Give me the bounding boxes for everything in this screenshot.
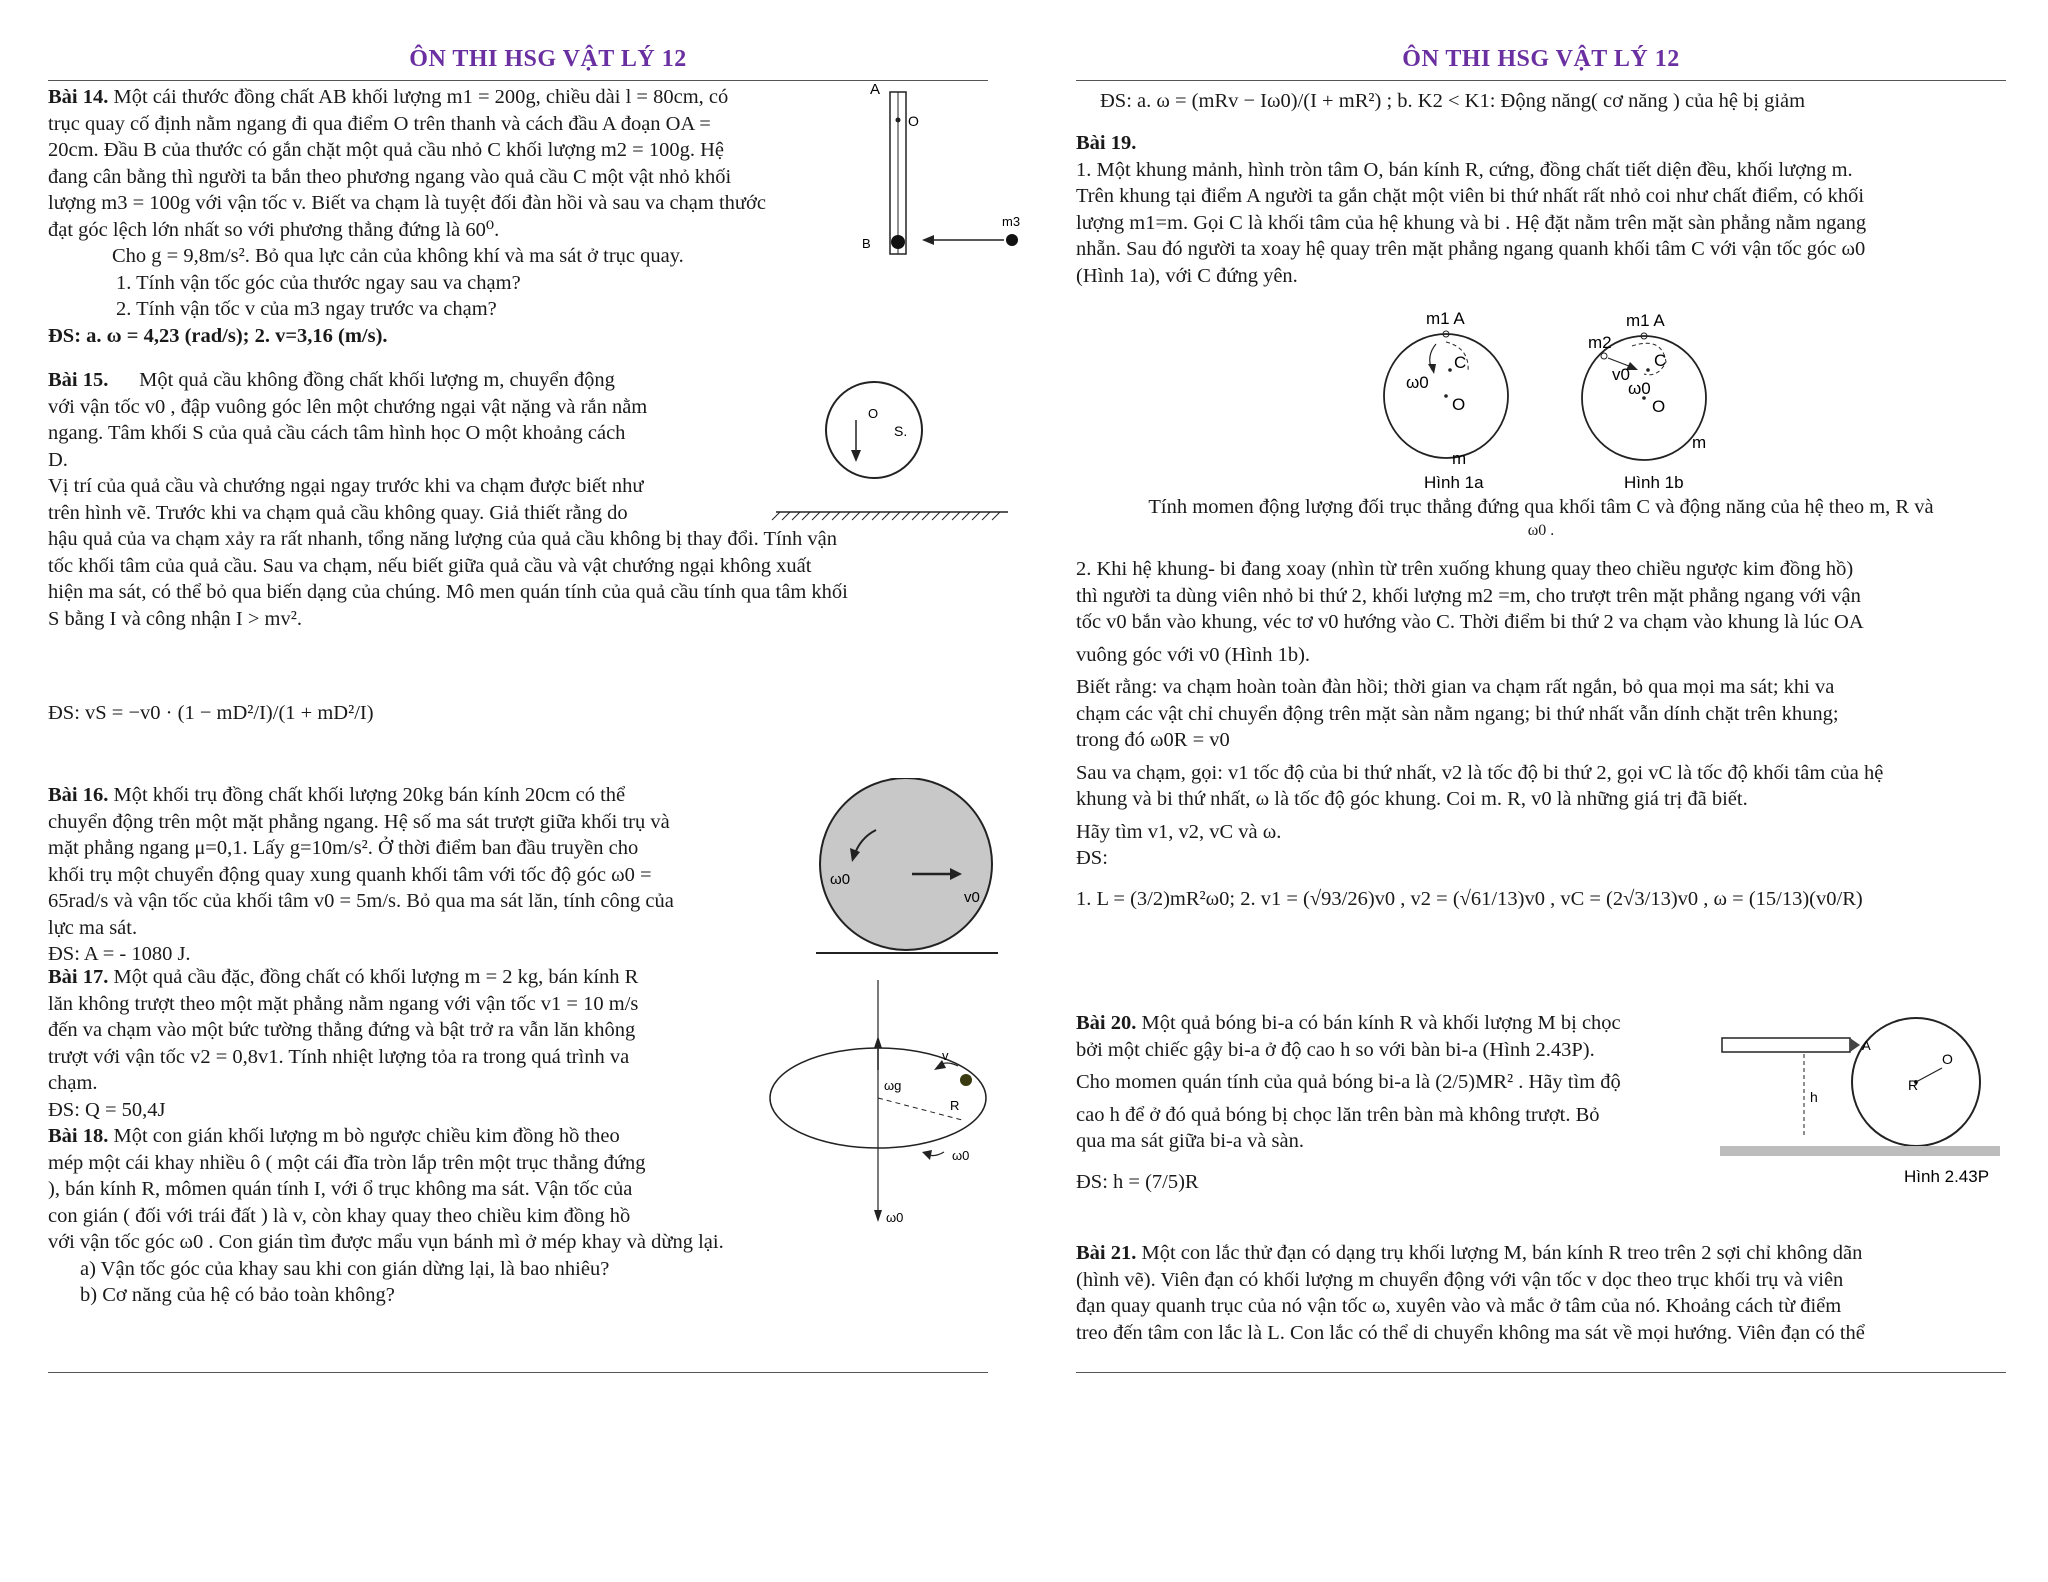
problem-text: Một con gián khối lượng m bò ngược chiều kim đồng hồ theo xyxy=(113,1125,620,1147)
problem-title: Bài 19. xyxy=(1076,132,1137,154)
label-m2: m2 xyxy=(1588,333,1612,352)
problem-line: Biết rằng: va chạm hoàn toàn đàn hồi; thời gian va chạm rất ngắn, bỏ qua mọi ma sát; khi va xyxy=(1076,676,1835,698)
label-omega0: ω0 xyxy=(952,1148,970,1163)
label-m1A: m1 A xyxy=(1426,309,1465,328)
problem-18-cont xyxy=(48,1229,988,1309)
problem-line: ĐS: xyxy=(1076,847,1108,869)
problem-line: với vận tốc góc ω0 . Con gián tìm được mẩu vụn bánh mì ở mép khay và dừng lại. xyxy=(48,1231,724,1253)
footer-rule xyxy=(1076,1372,2006,1373)
problem-line: Tính momen động lượng đối trục thẳng đứng qua khối tâm C và động năng của hệ theo m, R và xyxy=(1148,496,1934,518)
label-omega0: ω0 xyxy=(830,871,851,888)
problem-line: 20cm. Đầu B của thước có gắn chặt một quả cầu nhỏ C khối lượng m2 = 100g. Hệ xyxy=(48,139,725,161)
problem-line: khối trụ một chuyển động quay xung quanh khối tâm với tốc độ góc ω0 = xyxy=(48,863,652,886)
problem-line: qua ma sát giữa bi-a và sàn. xyxy=(1076,1130,1304,1152)
label-O: O xyxy=(868,406,879,421)
right-page xyxy=(1076,0,2048,1400)
label-omega0: ω0 xyxy=(1628,379,1651,398)
label-O: O xyxy=(1452,395,1466,414)
answer: ĐS: vS = −v0 · (1 − mD²/I)/(1 + mD²/I) xyxy=(48,702,374,724)
page-header: ÔN THI HSG VẬT LÝ 12 xyxy=(1402,46,1680,72)
problem-line: chạm các vật chỉ chuyển động trên mặt sàn nằm ngang; bi thứ nhất vẫn dính chặt trên khung; xyxy=(1076,702,1839,725)
problem-line: hiện ma sát, có thể bỏ qua biến dạng của chúng. Mô men quán tính của quả cầu tính qua tâm khối xyxy=(48,581,848,603)
problem-line: Cho g = 9,8m/s². Bỏ qua lực cản của không khí và ma sát ở trục quay. xyxy=(112,245,684,267)
header-rule xyxy=(1076,80,2006,81)
problem-19-part2 xyxy=(1076,556,2006,912)
label-O: O xyxy=(1652,397,1666,416)
problem-line: mép một cái khay nhiều ô ( một cái đĩa tròn lắp trên một trục thẳng đứng xyxy=(48,1151,646,1174)
label-m1A: m1 A xyxy=(1626,311,1665,330)
answer-18 xyxy=(1100,88,2000,115)
label-omega0: ω0 xyxy=(1406,373,1429,392)
figure-20 xyxy=(1720,1008,2000,1193)
answer: ĐS: a. ω = (mRv − Iω0)/(I + mR²) ; b. K2 < K1: Động năng( cơ năng ) của hệ bị giảm xyxy=(1100,90,1806,112)
problem-line: Sau va chạm, gọi: v1 tốc độ của bi thứ nhất, v2 là tốc độ bi thứ 2, gọi vC là tốc độ khối tâm của hệ xyxy=(1076,761,1884,784)
label-m: m xyxy=(1692,433,1707,452)
label-R: R xyxy=(950,1098,960,1113)
caption-2-43P: Hình 2.43P xyxy=(1904,1167,1990,1186)
problem-line: hậu quả của va chạm xảy ra rất nhanh, tổng năng lượng của quả cầu không bị thay đổi. Tính vận xyxy=(48,528,837,550)
problem-text: Một quả cầu không đồng chất khối lượng m, chuyển động xyxy=(139,369,615,391)
problem-title: Bài 21. xyxy=(1076,1242,1142,1264)
answer: ĐS: h = (7/5)R xyxy=(1076,1170,1199,1193)
problem-title: Bài 20. xyxy=(1076,1012,1142,1034)
label-O: O xyxy=(908,113,919,129)
caption-1b: Hình 1b xyxy=(1624,473,1684,492)
problem-line: D. xyxy=(48,448,68,471)
problem-title: Bài 18. xyxy=(48,1125,114,1147)
problem-line: tốc v0 bắn vào khung, véc tơ v0 hướng vào C. Thời điểm bi thứ 2 va chạm vào khung là lúc OA xyxy=(1076,611,1864,633)
problem-line: lực ma sát. xyxy=(48,916,138,939)
problem-line: chạm. xyxy=(48,1072,98,1094)
problem-line xyxy=(48,367,748,394)
label-m: m xyxy=(1452,449,1467,468)
problem-title: Bài 16. xyxy=(48,784,114,806)
label-C: C xyxy=(1654,351,1667,370)
problem-line: bởi một chiếc gậy bi-a ở độ cao h so với bàn bi-a (Hình 2.43P). xyxy=(1076,1038,1595,1061)
problem-21 xyxy=(1076,1240,2006,1346)
problem-14 xyxy=(48,84,848,349)
figure-19 xyxy=(1376,306,1756,503)
label-v0: v0 xyxy=(964,889,980,906)
problem-15-cont xyxy=(48,526,988,632)
problem-18 xyxy=(48,1123,748,1229)
page-header: ÔN THI HSG VẬT LÝ 12 xyxy=(409,46,687,72)
problem-line xyxy=(48,782,778,809)
problem-line: Cho momen quán tính của quả bóng bi-a là (2/5)MR² . Hãy tìm độ xyxy=(1076,1071,1621,1093)
label-A: A xyxy=(1862,1038,1871,1053)
problem-line xyxy=(48,1123,748,1150)
problem-line: ngang. Tâm khối S của quả cầu cách tâm hình học O một khoảng cách xyxy=(48,422,626,444)
footer-rule xyxy=(48,1372,988,1373)
problem-line: vuông góc với v0 (Hình 1b). xyxy=(1076,643,1311,666)
problem-line: ω0 . xyxy=(1527,521,1555,539)
problem-line: 65rad/s và vận tốc của khối tâm v0 = 5m/s. Bỏ qua ma sát lăn, tính công của xyxy=(48,890,674,912)
problem-16 xyxy=(48,782,778,968)
problem-17 xyxy=(48,964,748,1123)
label-v: v xyxy=(942,1048,949,1063)
problem-line: đạt góc lệch lớn nhất so với phương thẳng đứng là 60⁰. xyxy=(48,218,500,241)
problem-line: thì người ta dùng viên nhỏ bi thứ 2, khối lượng m2 =m, cho trượt trên mặt phẳng ngang với vận xyxy=(1076,584,1861,607)
figure-15 xyxy=(756,360,1016,535)
problem-text xyxy=(48,86,728,108)
problem-line: tốc khối tâm của quả cầu. Sau va chạm, nếu biết giữa quả cầu và vật chướng ngại không xuất xyxy=(48,554,812,577)
problem-text: Một con lắc thử đạn có dạng trụ khối lượng M, bán kính R treo trên 2 sợi chỉ không dãn xyxy=(1141,1242,1863,1264)
label-omega-g: ωg xyxy=(884,1078,902,1093)
problem-line: Vị trí của quả cầu và chướng ngại ngay trước khi va chạm được biết như xyxy=(48,475,644,497)
label-S: S. xyxy=(894,423,908,439)
answer: 1. L = (3/2)mR²ω0; 2. v1 = (√93/26)v0 , v2 = (√61/13)v0 , vC = (2√3/13)v0 , ω = (15/13)(v0/R) xyxy=(1076,887,1863,910)
label-C: C xyxy=(1454,353,1467,372)
caption-1a: Hình 1a xyxy=(1424,473,1484,492)
problem-text: Một cái thước đồng chất AB khối lượng m1 = 200g, chiều dài l = 80cm, có xyxy=(113,86,729,108)
problem-line: lượng m3 = 100g với vận tốc v. Biết va chạm là tuyệt đối đàn hồi và sau va chạm thước xyxy=(48,192,766,214)
problem-question: a) Vận tốc góc của khay sau khi con gián dừng lại, là bao nhiêu? xyxy=(80,1257,610,1280)
answer: ĐS: A = - 1080 J. xyxy=(48,943,191,965)
problem-question: 2. Tính vận tốc v của m3 ngay trước va chạm? xyxy=(116,298,497,320)
problem-line: (Hình 1a), với C đứng yên. xyxy=(1076,264,1298,287)
answer-15 xyxy=(48,700,648,727)
problem-line: trong đó ω0R = v0 xyxy=(1076,729,1230,751)
problem-title: Bài 14. xyxy=(48,86,114,108)
problem-line: trượt với vận tốc v2 = 0,8v1. Tính nhiệt lượng tỏa ra trong quá trình va xyxy=(48,1045,630,1068)
label-v0: v0 xyxy=(1612,365,1630,384)
figure-18 xyxy=(766,970,1006,1235)
problem-line: con gián ( đối với trái đất ) là v, còn khay quay theo chiều kim đồng hồ xyxy=(48,1204,631,1227)
problem-line: Trên khung tại điểm A người ta gắn chặt một viên bi thứ nhất rất nhỏ coi như chất điểm, có khối xyxy=(1076,185,1865,207)
problem-line xyxy=(1076,1240,2006,1267)
problem-line: với vận tốc v0 , đập vuông góc lên một chướng ngại vật nặng và rắn nằm xyxy=(48,395,648,418)
problem-line: ), bán kính R, mômen quán tính I, với ổ trục không ma sát. Vận tốc của xyxy=(48,1178,633,1200)
problem-line: cao h để ở đó quả bóng bị chọc lăn trên bàn mà không trượt. Bỏ xyxy=(1076,1103,1600,1126)
problem-line: trên hình vẽ. Trước khi va chạm quả cầu không quay. Giả thiết rằng do xyxy=(48,501,628,524)
label-m3: m3 xyxy=(1002,214,1021,229)
problem-line: lăn không trượt theo một mặt phẳng nằm ngang với vận tốc v1 = 10 m/s xyxy=(48,992,639,1015)
problem-text: Một khối trụ đồng chất khối lượng 20kg bán kính 20cm có thể xyxy=(113,784,626,806)
problem-line: S bằng I và công nhận I > mv². xyxy=(48,607,302,630)
figure-14 xyxy=(852,80,1032,265)
problem-line: (hình vẽ). Viên đạn có khối lượng m chuyển động với vận tốc v dọc theo trục khối trụ và viên xyxy=(1076,1268,1844,1291)
problem-line: mặt phẳng ngang μ=0,1. Lấy g=10m/s². Ở thời điểm ban đầu truyền cho xyxy=(48,837,639,859)
problem-line: lượng m1=m. Gọi C là khối tâm của hệ khung và bi . Hệ đặt nằm trên mặt sàn phẳng nằm ngang xyxy=(1076,211,1867,234)
problem-20 xyxy=(1076,1010,1716,1195)
label-h: h xyxy=(1810,1089,1818,1105)
header-rule xyxy=(48,80,988,81)
answer: ĐS: Q = 50,4J xyxy=(48,1098,166,1121)
problem-line: 1. Một khung mảnh, hình tròn tâm O, bán kính R, cứng, đồng chất tiết diện đều, khối lượng m. xyxy=(1076,158,1853,181)
figure-16 xyxy=(806,778,1006,963)
problem-text: Một quả bóng bi-a có bán kính R và khối lượng M bị chọc xyxy=(1141,1012,1621,1034)
label-O: O xyxy=(1942,1051,1953,1067)
problem-line: đang cân bằng thì người ta bắn theo phương ngang vào quả cầu C một vật nhỏ khối xyxy=(48,165,732,188)
problem-line: chuyển động trên một mặt phẳng ngang. Hệ số ma sát trượt giữa khối trụ và xyxy=(48,810,670,833)
problem-line: đến va chạm vào một bức tường thẳng đứng và bật trở ra vẫn lăn không xyxy=(48,1019,636,1041)
problem-line xyxy=(48,84,848,111)
problem-question: 1. Tính vận tốc góc của thước ngay sau va chạm? xyxy=(116,271,521,294)
problem-line xyxy=(1076,1010,1716,1037)
problem-title: Bài 15. xyxy=(48,369,109,391)
problem-19-q1 xyxy=(1076,494,2006,541)
label-R: R xyxy=(1908,1077,1919,1093)
label-B: B xyxy=(862,236,871,251)
problem-line: trục quay cố định nằm ngang đi qua điểm O trên thanh và cách đầu A đoạn OA = xyxy=(48,112,711,135)
problem-19 xyxy=(1076,130,2006,289)
problem-line: Hãy tìm v1, v2, vC và ω. xyxy=(1076,820,1282,843)
left-page xyxy=(48,0,1048,1400)
problem-title: Bài 17. xyxy=(48,966,114,988)
label-omega0-axis: ω0 xyxy=(886,1210,904,1225)
problem-line: 2. Khi hệ khung- bi đang xoay (nhìn từ trên xuống khung quay theo chiều ngược kim đồng hồ) xyxy=(1076,558,1854,580)
problem-line: khung và bi thứ nhất, ω là tốc độ góc khung. Coi m. R, v0 là những giá trị đã biết. xyxy=(1076,788,1748,810)
label-A: A xyxy=(870,81,881,98)
problem-text: Một quả cầu đặc, đồng chất có khối lượng m = 2 kg, bán kính R xyxy=(113,966,639,988)
problem-15 xyxy=(48,367,748,526)
problem-line: nhẵn. Sau đó người ta xoay hệ quay trên mặt phẳng ngang quanh khối tâm C với vận tốc góc ω0 xyxy=(1076,238,1866,260)
answer: ĐS: a. ω = 4,23 (rad/s); 2. v=3,16 (m/s). xyxy=(48,324,388,347)
problem-question: b) Cơ năng của hệ có bảo toàn không? xyxy=(80,1284,395,1306)
problem-line xyxy=(48,964,748,991)
problem-line: treo đến tâm con lắc là L. Con lắc có thể di chuyển không ma sát về mọi hướng. Viên đạn có thể xyxy=(1076,1321,1865,1344)
problem-line: đạn quay quanh trục của nó vận tốc ω, xuyên vào và mắc ở tâm của nó. Khoảng cách từ điểm xyxy=(1076,1295,1842,1317)
